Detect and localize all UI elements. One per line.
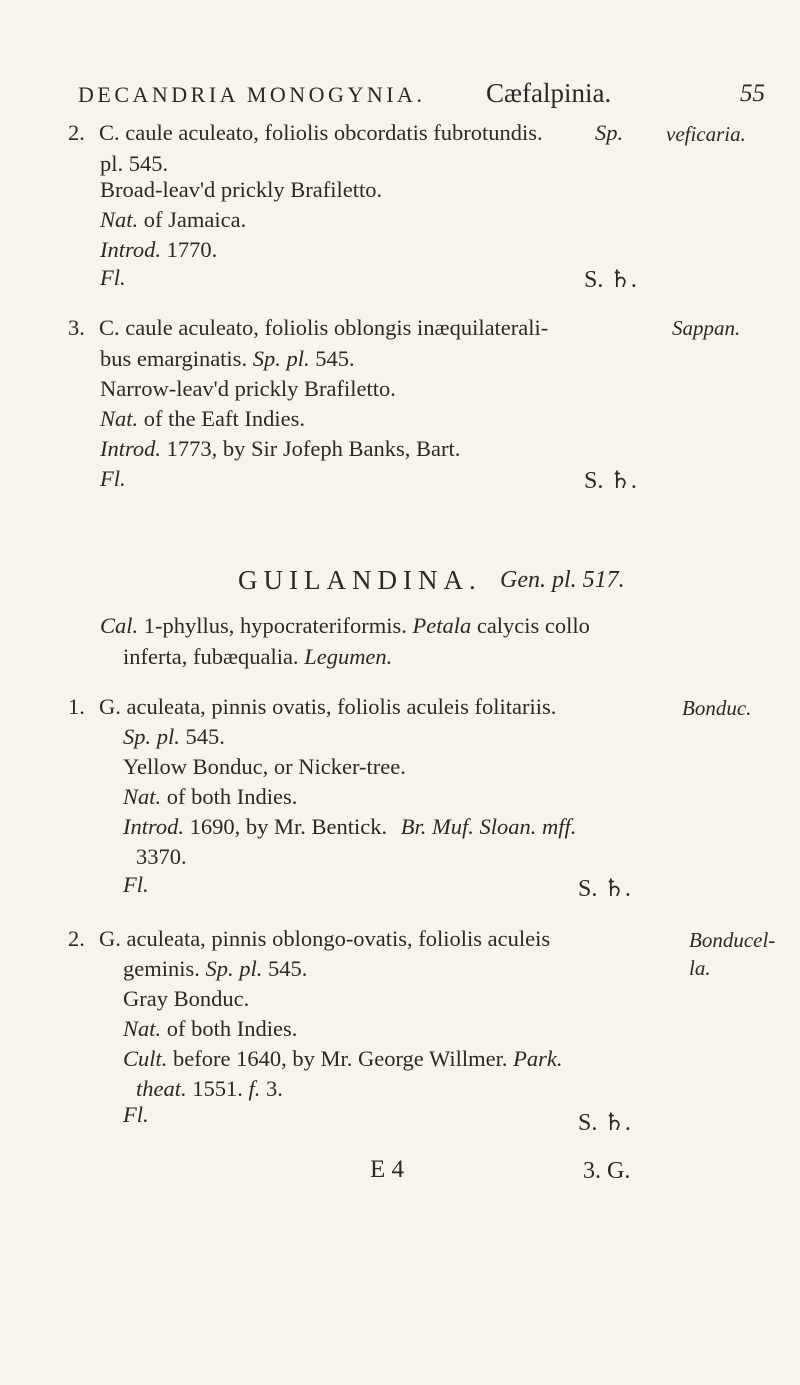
species-plantarum-ref: Sp. [595, 120, 624, 145]
theatrum-page: 1551. [192, 1076, 243, 1101]
calyx-text: 1-phyllus, hypocrateriformis. [143, 613, 407, 638]
native-label: Nat. [100, 406, 139, 431]
entry-number: 1. [68, 694, 85, 719]
introduced-label: Introd. [100, 436, 162, 461]
native-text: of Jamaica. [143, 207, 247, 232]
diagnosis-continued: geminis. [123, 956, 200, 981]
species-plantarum-ref: Sp. pl. [252, 346, 310, 371]
flowering-label: Fl. [123, 872, 149, 897]
introduced-text: 1770. [166, 237, 218, 262]
genus-header: Cæfalpinia. [486, 78, 612, 108]
petals-continued: inferta, fubæqualia. [123, 644, 299, 669]
native-label: Nat. [100, 207, 139, 232]
entry-number: 2. [68, 926, 85, 951]
margin-species-name: Sappan. [672, 316, 741, 340]
entry-diagnosis: C. caule aculeato, foliolis oblongis inæquilaterali- [99, 315, 549, 340]
generic-character-line-2 [123, 644, 392, 670]
native-label: Nat. [123, 784, 162, 809]
entry-diagnosis: G. aculeata, pinnis ovatis, foliolis aculeis folitariis. [99, 694, 557, 719]
plate-ref: pl. 545. [100, 151, 169, 176]
entry-number: 3. [68, 315, 85, 340]
calyx-label: Cal. [100, 613, 139, 638]
native-text: of both Indies. [166, 784, 298, 809]
legume-label: Legumen. [304, 644, 393, 669]
margin-species-name: veficaria. [666, 122, 746, 146]
margin-species-name: Bonduc. [682, 696, 752, 720]
shrub-symbol: S. ♄. [578, 876, 631, 902]
english-name: Yellow Bonduc, or Nicker-tree. [123, 754, 406, 779]
genus-reference: Gen. pl. 517. [500, 567, 625, 593]
introduced-label: Introd. [100, 237, 162, 262]
theatrum-label: theat. [136, 1076, 187, 1101]
native-text: of both Indies. [166, 1016, 298, 1041]
running-title: DECANDRIA MONOGYNIA. [78, 82, 426, 107]
introduced-text: 1690, by Mr. Bentick. [189, 814, 388, 839]
plate-number: 545. [185, 724, 225, 749]
english-name: Gray Bonduc. [123, 986, 250, 1011]
manuscript-number: 3370. [136, 844, 187, 869]
page-number: 55 [740, 80, 765, 107]
flowering-label: Fl. [123, 1102, 149, 1127]
collection-refs: Br. Muf. Sloan. mff. [400, 814, 577, 839]
shrub-symbol: S. ♄. [584, 468, 637, 494]
petals-label: Petala [412, 613, 472, 638]
entry-diagnosis: G. aculeata, pinnis oblongo-ovatis, foliolis aculeis [99, 926, 551, 951]
species-plantarum-ref: Sp. pl. [205, 956, 263, 981]
shrub-symbol: S. ♄. [578, 1110, 631, 1136]
introduced-label: Introd. [123, 814, 185, 839]
cultivated-label: Cult. [123, 1046, 168, 1071]
shrub-symbol: S. ♄. [584, 267, 637, 293]
plate-number: 545. [315, 346, 355, 371]
figure-label: f. [248, 1076, 261, 1101]
native-label: Nat. [123, 1016, 162, 1041]
catchword: 3. G. [583, 1158, 631, 1184]
native-text: of the Eaft Indies. [143, 406, 305, 431]
flowering-label: Fl. [100, 466, 126, 491]
margin-species-name-line-2: la. [689, 956, 711, 980]
signature-mark: E 4 [370, 1156, 405, 1183]
margin-species-name-line-1: Bonducel- [689, 928, 776, 952]
english-name: Narrow-leav'd prickly Brafiletto. [100, 376, 396, 401]
generic-character-line-1 [100, 613, 590, 639]
entry-number: 2. [68, 120, 85, 145]
cultivated-text: before 1640, by Mr. George Willmer. [173, 1046, 508, 1071]
figure-number: 3. [266, 1076, 283, 1101]
diagnosis-continued: bus emarginatis. [100, 346, 248, 371]
english-name: Broad-leav'd prickly Brafiletto. [100, 177, 383, 202]
flowering-label: Fl. [100, 265, 126, 290]
genus-title: GUILANDINA. [238, 565, 482, 595]
introduced-text: 1773, by Sir Jofeph Banks, Bart. [166, 436, 461, 461]
petals-text: calycis collo [476, 613, 590, 638]
entry-diagnosis: C. caule aculeato, foliolis obcordatis fubrotundis. [99, 120, 543, 145]
parkinson-ref: Park. [513, 1046, 563, 1071]
plate-number: 545. [268, 956, 308, 981]
species-plantarum-ref: Sp. pl. [123, 724, 180, 749]
